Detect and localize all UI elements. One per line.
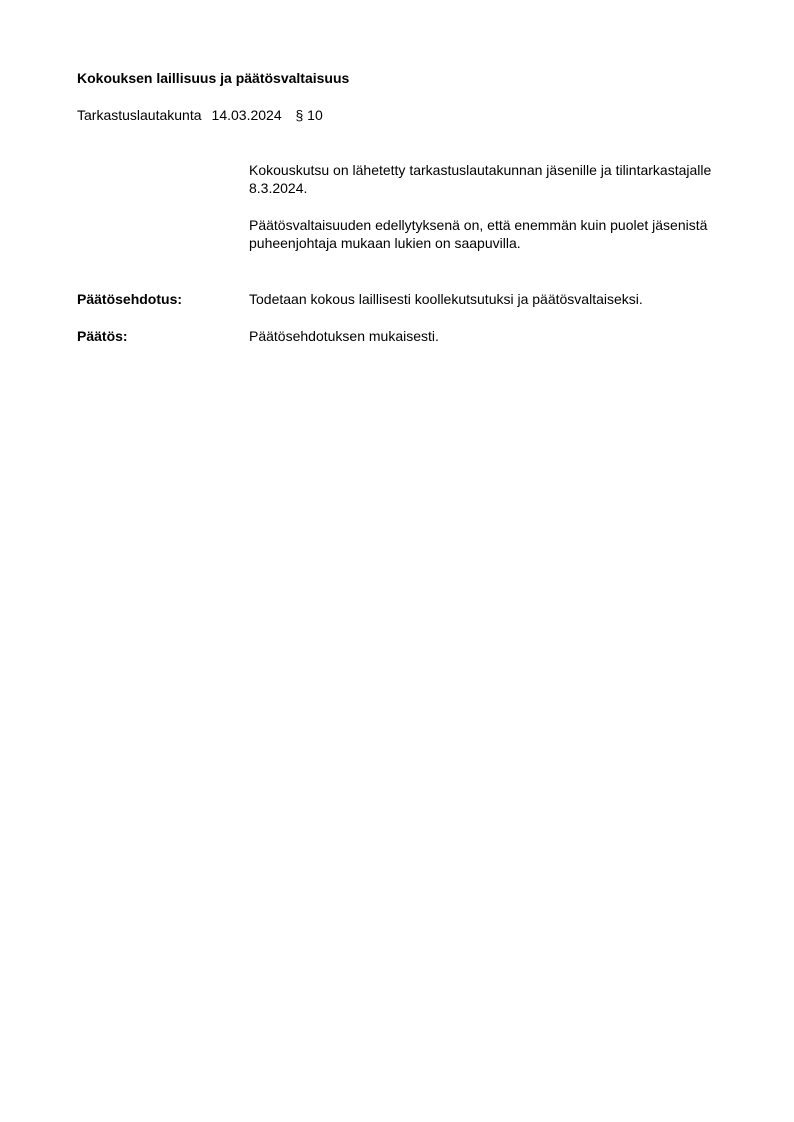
body-paragraph: Päätösvaltaisuuden edellytyksenä on, että enemmän kuin puolet jäsenistä puheenjohtaja mukaan lukien on saapuvilla. — [249, 217, 708, 251]
document-title: Kokouksen laillisuus ja päätösvaltaisuus — [77, 70, 350, 86]
meeting-section: § 10 — [295, 107, 323, 123]
decision-label: Päätös: — [77, 328, 128, 344]
decision-text: Päätösehdotuksen mukaisesti. — [249, 328, 439, 344]
meeting-reference — [77, 106, 323, 124]
body-paragraph: Kokouskutsu on lähetetty tarkastuslautakunnan jäsenille ja tilintarkastajalle 8.3.2024. — [249, 162, 712, 196]
meeting-body: Tarkastuslautakunta — [77, 107, 202, 123]
proposal-text: Todetaan kokous laillisesti koollekutsutuksi ja päätösvaltaiseksi. — [249, 291, 643, 307]
meeting-date: 14.03.2024 — [211, 107, 282, 123]
proposal-label: Päätösehdotus: — [77, 291, 183, 307]
